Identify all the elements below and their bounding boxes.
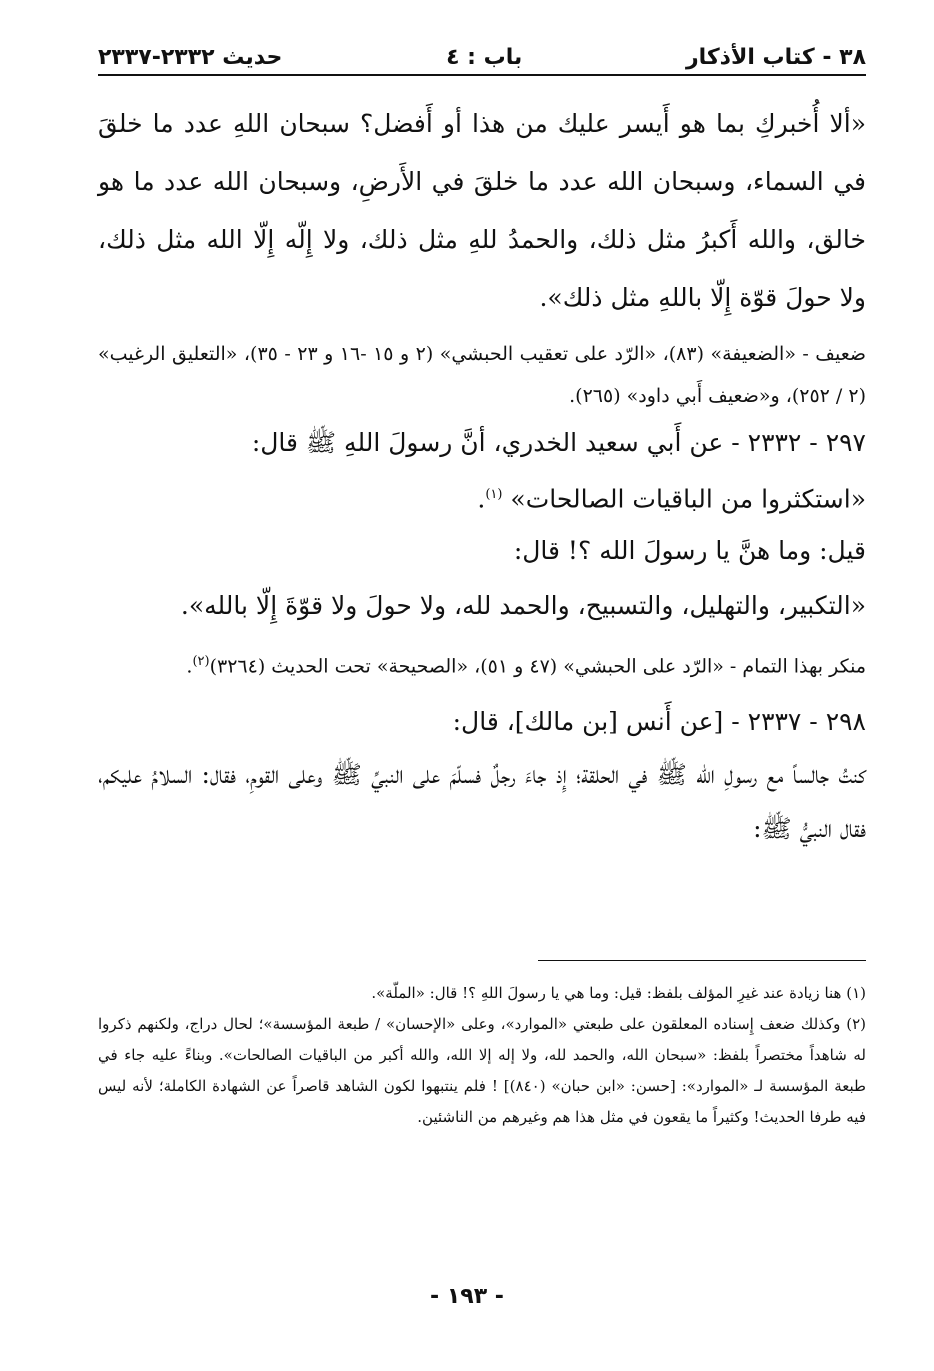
footnotes bbox=[98, 978, 866, 1133]
hadith-297-quote: «استكثروا من الباقيات الصالحات» bbox=[510, 484, 866, 514]
hadith-297-isnad: ٢٩٧ - ٢٣٣٢ - عن أَبي سعيد الخدري، أنَّ رسولَ اللهِ ﷺ قال: bbox=[251, 428, 866, 457]
hadith-296-text: «ألا أُخبركِ بما هو أَيسر عليك من هذا أو أَفضل؟ سبحان اللهِ عدد ما خلقَ في السماء، وسبحان الله عدد ما خلقَ في الأَرضِ، وسبحان الله عدد ما هو خالق، والله أَكبرُ مثل ذلك، والحمدُ للهِ مثل ذلك، ولا إِلّه إِلّا الله مثل ذلك، ولا حولَ قوّة إِلّا باللهِ مثل ذلك». bbox=[98, 109, 866, 312]
hadith-297-grading-end: . bbox=[186, 655, 193, 678]
running-header bbox=[98, 38, 866, 76]
hadith-296-grading: ضعيف - «الضعيفة» (٨٣)، «الرّد على تعقيب الحبشي» (٢ و ١٥ -١٦ و ٢٣ - ٣٥)، «التعليق الرغيب» (٢ / ٢٥٢)، و«ضعيف أَبي داود» (٢٦٥). bbox=[98, 343, 866, 407]
footnote-ref-1: (١) bbox=[485, 487, 503, 502]
page-number: - ١٩٣ - bbox=[430, 1284, 504, 1309]
hadith-297-grading-text: منكر بهذا التمام - «الرّد على الحبشي» (٤٧ و ٥١)، «الصحيحة» تحت الحديث (٣٢٦٤) bbox=[209, 655, 866, 678]
footnote-2: (٢) وكذلك ضعف إِسناده المعلقون على طبعتي «الموارد»، وعلى «الإحسان» / طبعة المؤسسة»؛ لحال دراج، ولكنهم ذكروا له شاهداً مختصراً بلفظ: «سبحان الله، والحمد لله، ولا إله إلا الله، والله أكبر من الباقيات الصالحات». وبناءً عليه جاء في طبعة المؤسسة لـ «الموارد»: [حسن: «ابن حبان» (٨٤٠)] ! فلم ينتبهوا لكون الشاهد قاصراً عن الشهادة الكاملة؛ لأنه ليس فيه طرفا الحديث! وكثيراً ما يقعون في مثل هذا هم وغيرهم من الناشئين. bbox=[98, 1015, 866, 1126]
hadith-297-line1 bbox=[98, 469, 866, 525]
hadith-297-line1-end: . bbox=[477, 484, 486, 514]
hadith-298-text: كنتُ جالساً مع رسولِ الله ﷺ في الحلقة؛ إِذ جاءَ رجلٌ فسلّمَ على النبيِّ ﷺ وعلى القومِ، فقال: السلامُ عليكم، فقال النبيُّ ﷺ: bbox=[98, 759, 866, 843]
footnote-ref-2: (٢) bbox=[192, 654, 210, 670]
footnote-separator bbox=[538, 960, 866, 961]
hadith-297-answer: «التكبير، والتهليل، والتسبيح، والحمد لله، ولا حولَ ولا قوّةَ إِلّا بالله». bbox=[180, 591, 866, 621]
hadith-297-grading bbox=[98, 641, 866, 687]
header-chapter: باب : ٤ bbox=[446, 45, 523, 70]
hadith-298-isnad: ٢٩٨ - ٢٣٣٧ - [عن أَنس [بن مالك]، قال: bbox=[452, 706, 866, 736]
main-text bbox=[98, 95, 866, 856]
header-hadith-range: حديث ٢٣٣٢-٢٣٣٧ bbox=[98, 45, 283, 70]
footnote-1: (١) هنا زيادة عند غيرِ المؤلف بلفظ: قيل: وما هي يا رسولَ اللهِ ؟! قال: «الملّة». bbox=[371, 984, 866, 1002]
header-book-title: ٣٨ - كتاب الأذكار bbox=[685, 45, 866, 70]
hadith-297-question: قيل: وما هنَّ يا رسولَ الله ؟! قال: bbox=[513, 536, 866, 566]
